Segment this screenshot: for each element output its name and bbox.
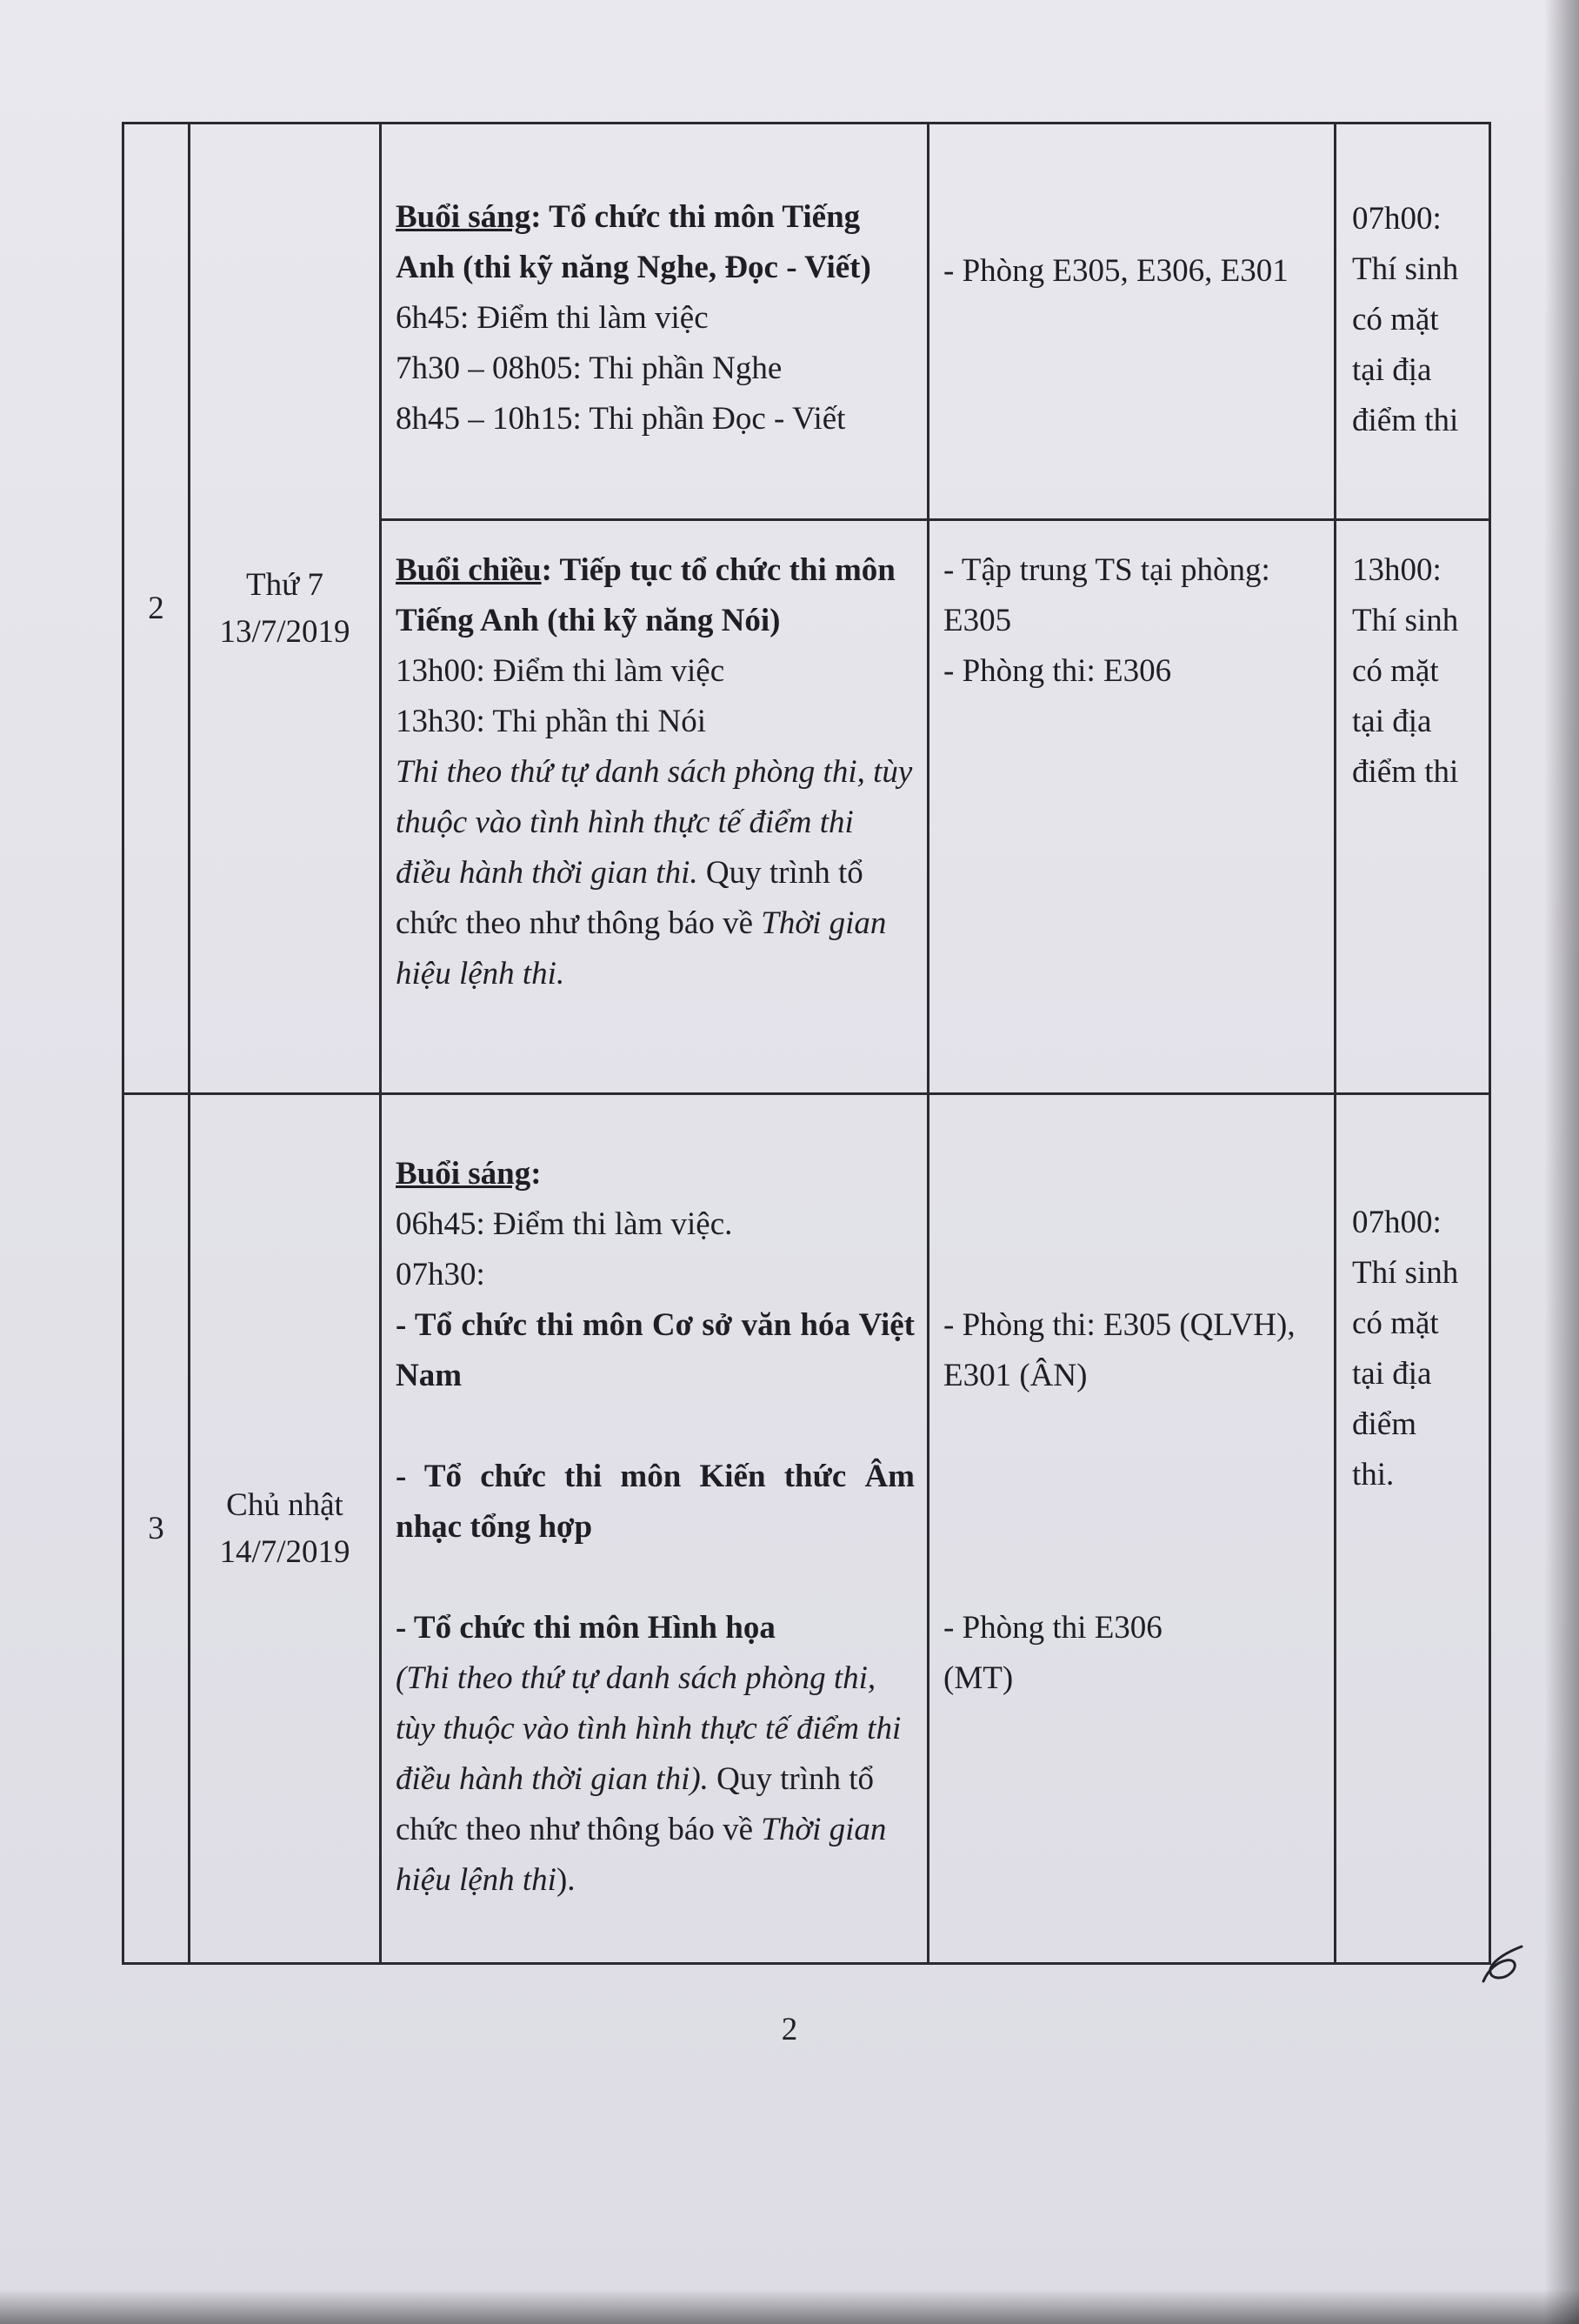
arrival-note: 07h00: Thí sinh có mặt tại địa điểm thi.: [1336, 1094, 1490, 1964]
session-heading-label: Buổi chiều: [396, 552, 542, 588]
session-heading-label: Buổi sáng: [396, 199, 531, 235]
exam-location: - Phòng thi: E305 (QLVH), E301 (ÂN) - Phòng thi E306 (MT): [929, 1094, 1336, 1964]
session-heading: : Tiếp tục tổ chức thi môn Tiếng Anh (thi kỹ năng Nói): [396, 552, 896, 638]
exam-subject: - Tổ chức thi môn Hình họa: [396, 1610, 776, 1646]
page-shadow-right: [1544, 0, 1579, 2324]
exam-date: Chủ nhật 14/7/2019: [190, 1094, 381, 1964]
exam-subject: - Tổ chức thi môn Kiến thức Âm nhạc tổng hợp: [396, 1459, 915, 1545]
row-number: 3: [123, 1094, 190, 1964]
session-content: Buổi chiều: Tiếp tục tổ chức thi môn Tiếng Anh (thi kỹ năng Nói) 13h00: Điểm thi làm việc 13h30: Thi phần thi Nói Thi theo thứ tự danh sách phòng thi, tùy thuộc vào tình hình thực tế điểm thi điều hành thời gian thi. Quy trình tổ chức theo như thông báo về Thời gian hiệu lệnh thi.: [381, 520, 929, 1094]
handwritten-initial-mark: [1476, 1936, 1529, 1988]
exam-schedule-table: [122, 122, 1491, 1965]
exam-location: - Tập trung TS tại phòng: E305 - Phòng thi: E306: [929, 520, 1336, 1094]
schedule-line: 13h30: Thi phần thi Nói: [396, 704, 706, 739]
exam-procedure-note: (Thi theo thứ tự danh sách phòng thi, tùy thuộc vào tình hình thực tế điểm thi điều hành thời gian thi).: [396, 1660, 902, 1797]
row-number: 2: [123, 124, 190, 1094]
exam-procedure-note: Thi theo thứ tự danh sách phòng thi, tùy thuộc vào tình hình thực tế điểm thi điều hành thời gian thi.: [396, 754, 913, 891]
schedule-line: 13h00: Điểm thi làm việc: [396, 653, 725, 689]
schedule-line: 8h45 – 10h15: Thi phần Đọc - Viết: [396, 401, 846, 437]
page-number: 2: [781, 2012, 798, 2047]
page-shadow-bottom: [0, 2289, 1579, 2324]
table-row: [123, 1094, 1490, 1964]
session-content: [381, 124, 929, 520]
exam-subject: - Tổ chức thi môn Cơ sở văn hóa Việt Nam: [396, 1307, 915, 1393]
table-row: [123, 124, 1490, 520]
arrival-note: 07h00: Thí sinh có mặt tại địa điểm thi: [1336, 124, 1490, 520]
exam-location: - Phòng E305, E306, E301: [929, 124, 1336, 520]
schedule-line: 6h45: Điểm thi làm việc: [396, 300, 709, 336]
session-content: Buổi sáng: 06h45: Điểm thi làm việc. 07h30: - Tổ chức thi môn Cơ sở văn hóa Việt Nam - Tổ chức thi môn Kiến thức Âm nhạc tổng hợp - Tổ chức thi môn Hình họa (Thi theo thứ tự danh sách phòng thi, tùy thuộc vào tình hình thực tế điểm thi điều hành thời gian thi). Quy trình tổ chức theo như thông báo về Thời gian hiệu lệnh thi).: [381, 1094, 929, 1964]
arrival-note: 13h00: Thí sinh có mặt tại địa điểm thi: [1336, 520, 1490, 1094]
schedule-line: 07h30:: [396, 1257, 485, 1292]
exam-date: Thứ 7 13/7/2019: [190, 124, 381, 1094]
session-heading: : Tổ chức thi môn Tiếng Anh (thi kỹ năng Nghe, Đọc - Viết): [396, 199, 871, 285]
schedule-line: 06h45: Điểm thi làm việc.: [396, 1206, 733, 1242]
schedule-line: 7h30 – 08h05: Thi phần Nghe: [396, 351, 783, 386]
session-heading-label: Buổi sáng: [396, 1156, 531, 1192]
